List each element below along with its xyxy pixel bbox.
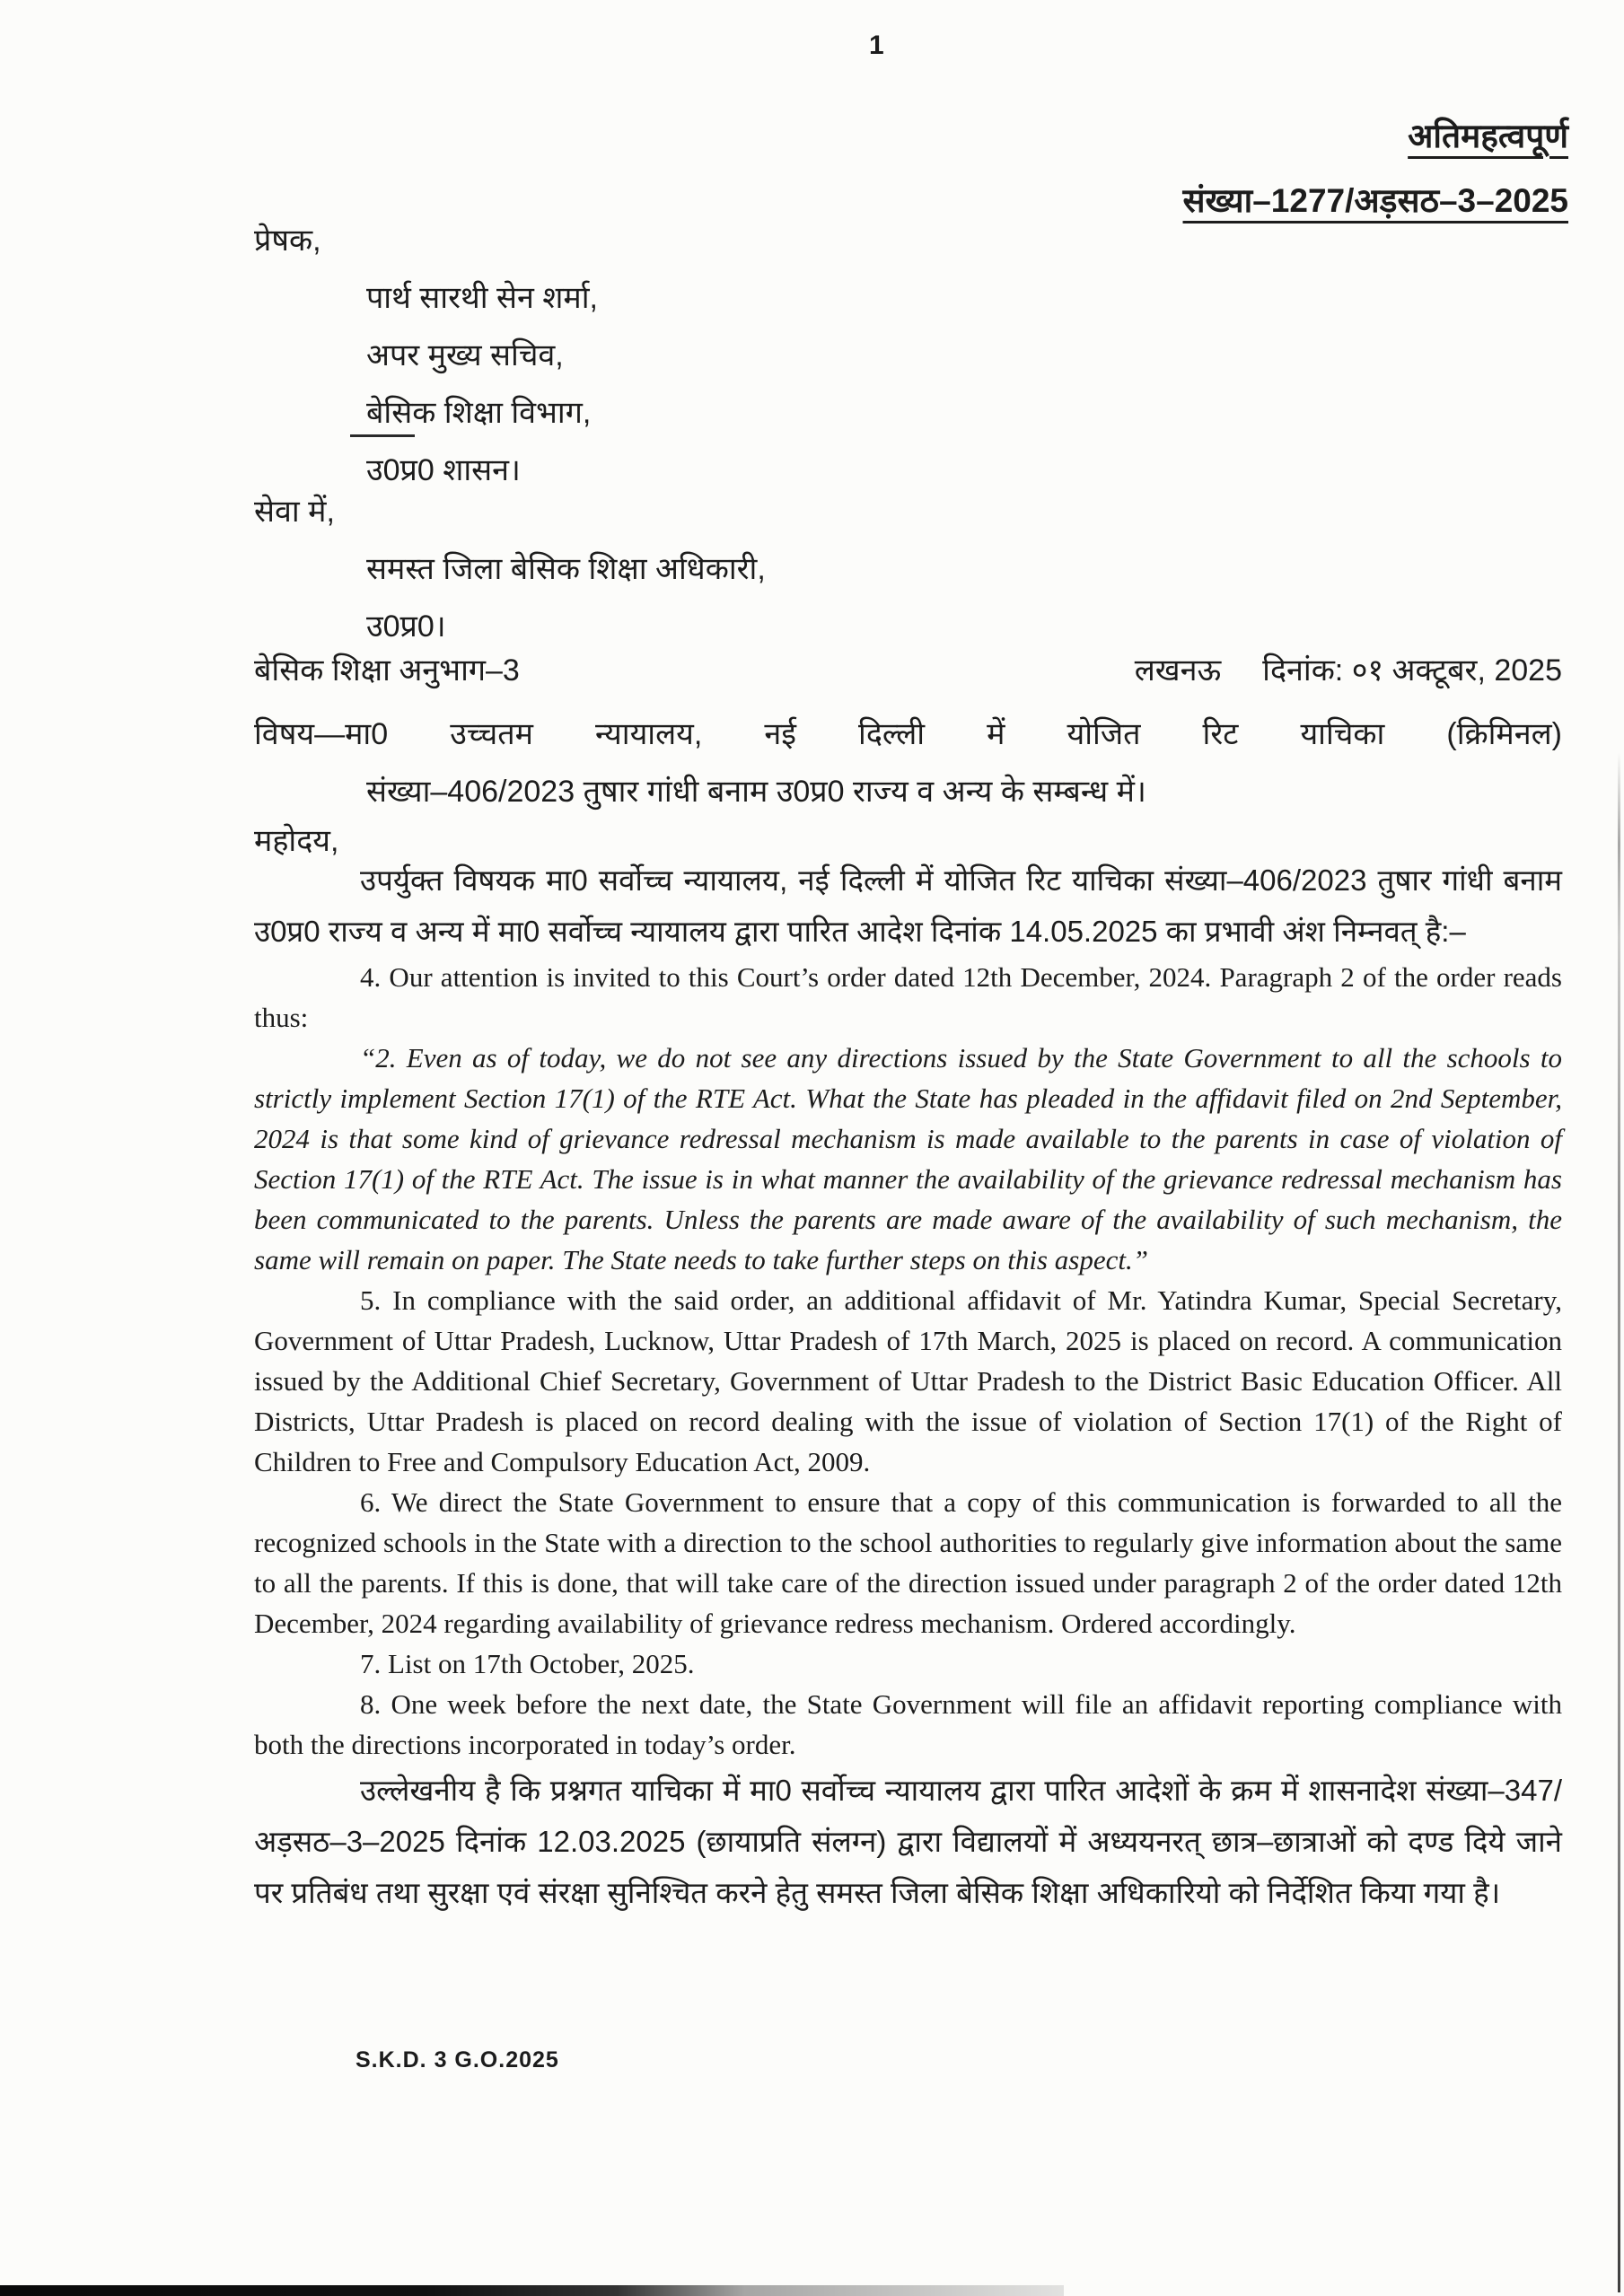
importance-label: अतिमहत्वपूर्ण [1408, 118, 1568, 154]
recipient-block [254, 483, 766, 655]
letter-header [1183, 104, 1568, 233]
section-name: बेसिक शिक्षा अनुभाग–3 [254, 653, 520, 688]
scan-artifact-right-line [1618, 752, 1620, 2292]
page-number: 1 [869, 31, 885, 60]
scan-pen-underline [350, 434, 415, 437]
subject-line-1: विषय—मा0 उच्चतम न्यायालय, नई दिल्ली में योजित रिट याचिका (क्रिमिनल) [254, 717, 1562, 751]
paragraph-hindi-closing: उल्लेखनीय है कि प्रश्नगत याचिका में मा0 सर्वोच्च न्यायालय द्वारा पारित आदेशों के क्रम में शासनादेश संख्या–347/अड़सठ–3–2025 दिनांक 12.03.2025 (छायाप्रति संलग्न) द्वारा विद्यालयों में अध्ययनरत् छात्र–छात्राओं को दण्ड दिये जाने पर प्रतिबंध तथा सुरक्षा एवं संरक्षा सुनिश्चित करने हेतु समस्त जिला बेसिक शिक्षा अधिकारियो को निर्देशित किया गया है। [254, 1774, 1562, 1909]
recipient-name: समस्त जिला बेसिक शिक्षा अधिकारी, [366, 552, 766, 586]
subject-line-2: संख्या–406/2023 तुषार गांधी बनाम उ0प्र0 राज्य व अन्य के सम्बन्ध में। [366, 775, 1146, 809]
salutation: महोदय, [254, 824, 339, 858]
section-date-row [254, 648, 1562, 689]
file-code: S.K.D. 3 G.O.2025 [356, 2047, 559, 2073]
letter-date: दिनांक: ०१ अक्टूबर, 2025 [1262, 653, 1562, 688]
subject-block [254, 705, 1562, 820]
paragraph-court-quote: “2. Even as of today, we do not see any directions issued by the State Government to all the schools to strictly implement Section 17(1) of the RTE Act. What the State has pleaded in the affidavit filed on 2nd September, 2024 is that some kind of grievance redressal mechanism is made available to the parents in case of violation of Section 17(1) of the RTE Act. The issue is in what manner the availability of the grievance redressal mechanism has been communicated to the parents. Unless the parents are made aware of the availability of such mechanism, the same will remain on paper. The State needs to take further steps on this aspect.” [254, 1042, 1562, 1275]
paragraph-8: 8. One week before the next date, the State Government will file an affidavit reporting compliance with both the directions incorporated in today’s order. [254, 1688, 1562, 1760]
place-name: लखनऊ [1134, 653, 1222, 688]
sender-designation: अपर मुख्य सचिव, [366, 338, 564, 372]
place-date-group [1135, 648, 1562, 689]
sender-name: पार्थ सारथी सेन शर्मा, [366, 281, 598, 315]
sender-label: प्रेषक, [254, 223, 321, 258]
recipient-label: सेवा में, [254, 495, 335, 529]
paragraph-7: 7. List on 17th October, 2025. [360, 1648, 695, 1679]
reference-number: संख्या–1277/अड़सठ–3–2025 [1182, 182, 1568, 219]
paragraph-4: 4. Our attention is invited to this Court’s order dated 12th December, 2024. Paragraph 2 of the order reads thus: [254, 961, 1562, 1033]
paragraph-5: 5. In compliance with the said order, an additional affidavit of Mr. Yatindra Kumar, Special Secretary, Government of Uttar Pradesh, Lucknow, Uttar Pradesh of 17th March, 2025 is placed on record. A communication issued by the Additional Chief Secretary, Government of Uttar Pradesh to the District Basic Education Officer. All Districts, Uttar Pradesh is placed on record dealing with the issue of violation of Section 17(1) of the Right of Children to Free and Compulsory Education Act, 2009. [254, 1284, 1562, 1477]
recipient-state: उ0प्र0। [366, 609, 446, 644]
sender-department: बेसिक शिक्षा विभाग, [366, 396, 592, 430]
paragraph-6: 6. We direct the State Government to ensure that a copy of this communication is forwarded to all the recognized schools in the State with a direction to the school authorities to regularly give information about the same to all the parents. If this is done, that will take care of the direction issued under paragraph 2 of the order dated 12th December, 2024 regarding availability of grievance redress mechanism. Ordered accordingly. [254, 1486, 1562, 1639]
sender-government: उ0प्र0 शासन। [366, 453, 521, 487]
sender-block [254, 212, 598, 499]
letter-body [254, 854, 1562, 1918]
scan-artifact-bottom-bar [0, 2285, 1064, 2296]
paragraph-hindi-intro: उपर्युक्त विषयक मा0 सर्वोच्च न्यायालय, नई दिल्ली में योजित रिट याचिका संख्या–406/2023 तुषार गांधी बनाम उ0प्र0 राज्य व अन्य में मा0 सर्वोच्च न्यायालय द्वारा पारित आदेश दिनांक 14.05.2025 का प्रभावी अंश निम्नवत् है:– [254, 863, 1562, 948]
